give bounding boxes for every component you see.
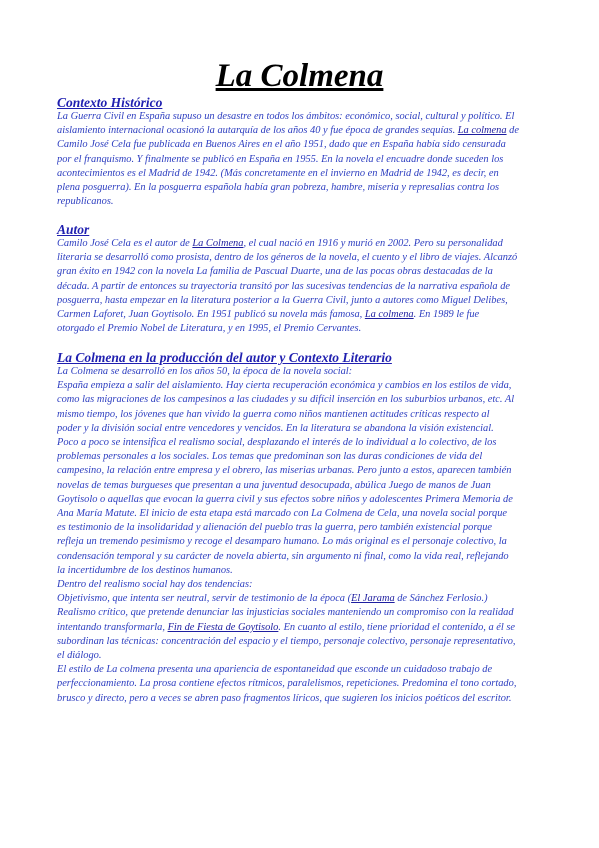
text-run: brusco y directo, pero a veces se abren paso fragmentos líricos, que sugieren los inicios poéticos del escritor. xyxy=(57,692,512,704)
text-line xyxy=(57,280,543,294)
text-line xyxy=(57,663,543,677)
text-line xyxy=(57,635,543,649)
section-heading: Autor xyxy=(57,222,90,237)
text-line xyxy=(57,251,543,265)
text-run: problemas personales a los sociales. Los temas que predominan son las duras condiciones de vida del xyxy=(57,451,483,463)
text-line xyxy=(57,493,543,507)
text-run: La Guerra Civil en España supuso un desastre en todos los ámbitos: económico, social, cultural y político. El xyxy=(57,111,515,122)
text-run: Goytisolo o aquellas que evocan la guerra civil y sus efectos sobre niños y adolescentes Primera Memoria de xyxy=(57,493,513,505)
text-line xyxy=(57,692,543,706)
text-line xyxy=(57,294,543,308)
text-line xyxy=(57,138,543,152)
text-line xyxy=(57,677,543,691)
text-run: otorgado el Premio Nobel de Literatura, y en 1995, el Premio Cervantes. xyxy=(57,323,362,335)
text-line xyxy=(57,237,543,251)
text-run: subordinan las técnicas: concentración del espacio y el tiempo, personaje colectivo, personaje representativo, xyxy=(57,635,516,647)
text-line xyxy=(57,550,543,564)
text-line xyxy=(57,564,543,578)
text-line xyxy=(57,393,543,407)
text-run: republicanos. xyxy=(57,196,114,208)
text-line xyxy=(57,322,543,336)
text-run: aislamiento internacional ocasionó la autarquía de los años 40 y fue época de grandes sequías. xyxy=(57,125,458,137)
text-line xyxy=(57,450,543,464)
section-heading: La Colmena en la producción del autor y Contexto Literario xyxy=(57,350,392,365)
text-line xyxy=(57,153,543,167)
text-line xyxy=(57,379,543,393)
text-line xyxy=(57,308,543,322)
text-run: poder y la división social entre vencedores y vencidos. En la literatura se abandona la visión existencial. xyxy=(57,422,494,434)
section-autor xyxy=(57,222,543,336)
text-line xyxy=(57,436,543,450)
text-line xyxy=(57,507,543,521)
section-contexto-literario xyxy=(57,350,543,706)
text-line xyxy=(57,422,543,436)
text-run: como las migraciones de los campesinos a las ciudades y su difícil inserción en los suburbios urbanos, etc. Al xyxy=(57,394,515,406)
section-body xyxy=(57,110,543,209)
section-body xyxy=(57,365,543,706)
text-line xyxy=(57,408,543,422)
text-run: . En 1989 le fue xyxy=(413,309,480,321)
text-line xyxy=(57,265,543,279)
text-line xyxy=(57,592,543,606)
inline-link[interactable]: La colmena xyxy=(364,309,414,321)
text-line xyxy=(57,124,543,138)
text-line xyxy=(57,365,543,379)
section-contexto-historico xyxy=(57,95,543,209)
text-run: posguerra, hasta empezar en la literatura posterior a la Guerra Civil, junto a autores como Miguel Delibes, xyxy=(57,294,508,306)
page-title: La Colmena xyxy=(215,58,384,94)
text-run: la incertidumbre de los destinos humanos. xyxy=(57,564,233,576)
text-run: Ana María Matute. El inicio de esta etapa está marcado con La Colmena de Cela, una novela social porque xyxy=(57,508,507,520)
text-line xyxy=(57,578,543,592)
text-line xyxy=(57,606,543,620)
text-run: es testimonio de la insolidaridad y alienación del pueblo tras la guerra, pero también existencial porque xyxy=(57,522,493,534)
inline-link[interactable]: La Colmena xyxy=(192,238,244,249)
text-run: intentando transformarla, xyxy=(57,621,168,633)
text-line xyxy=(57,535,543,549)
text-run: Dentro del realismo social hay dos tendencias: xyxy=(57,579,253,591)
text-run: por el franquismo. Y finalmente se publicó en España en 1955. En la novela el encuadre donde suceden los xyxy=(57,153,504,165)
text-run: . En cuanto al estilo, tiene prioridad el contenido, a él se xyxy=(278,621,516,633)
text-run: Objetivismo, que intenta ser neutral, servir de testimonio de la época ( xyxy=(57,593,352,605)
text-line xyxy=(57,110,543,124)
text-run: el diálogo. xyxy=(57,650,102,662)
text-run: gran éxito en 1942 con la novela La familia de Pascual Duarte, una de las pocas obras destacadas de la xyxy=(57,266,493,278)
section-heading: Contexto Histórico xyxy=(57,95,163,110)
text-run: El estilo de La colmena presenta una apariencia de espontaneidad que esconde un cuidadoso trabajo de xyxy=(57,664,493,676)
text-run: Carmen Laforet, Juan Goytisolo. En 1951 publicó su novela más famosa, xyxy=(57,309,365,321)
text-run: campesino, la relación entre empresa y el obrero, las miserias urbanas. Pero junto a estos, aparecen también xyxy=(57,465,512,477)
text-line xyxy=(57,649,543,663)
text-line xyxy=(57,479,543,493)
inline-link[interactable]: Fin de Fiesta de Goytisolo xyxy=(167,621,279,633)
text-run: condensación temporal y su carácter de novela abierta, sin argumento ni final, como la vida real, reflejando xyxy=(57,550,509,562)
text-run: de Sánchez Ferlosio.) xyxy=(394,593,488,605)
text-line xyxy=(57,181,543,195)
text-run: Poco a poco se intensifica el realismo social, desplazando el interés de lo individual a lo colectivo, de los xyxy=(57,437,497,449)
text-run: literaria se desarrolló como prosista, dentro de los géneros de la novela, el cuento y el libro de viajes. Alcanzó xyxy=(57,252,518,264)
text-line xyxy=(57,464,543,478)
inline-link[interactable]: La colmena xyxy=(457,125,507,137)
text-run: La Colmena se desarrolló en los años 50, la época de la novela social: xyxy=(57,366,353,377)
inline-link[interactable]: El Jarama xyxy=(351,593,395,605)
text-run: España empieza a salir del aislamiento. Hay cierta recuperación económica y cambios en los estilos de vida, xyxy=(57,380,512,392)
text-run: Camilo José Cela es el autor de xyxy=(57,238,193,249)
text-run: década. A partir de entonces su trayectoria transitó por las sucesivas tendencias de la narrativa española de xyxy=(57,280,510,292)
text-run: Realismo crítico, que pretende denunciar las injusticias sociales manteniendo un compromiso con la realidad xyxy=(57,607,514,619)
text-run: novelas de temas burgueses que presentan a una juventud desocupada, abúlica Juego de manos de Juan xyxy=(57,479,491,491)
text-line xyxy=(57,195,543,209)
text-run: , el cual nació en 1916 y murió en 2002. Pero su personalidad xyxy=(243,238,503,249)
text-run: mismo tiempo, los jóvenes que han vivido la guerra como niños mantienen actitudes críticas respecto al xyxy=(57,408,490,420)
text-run: de xyxy=(506,125,519,137)
text-line xyxy=(57,167,543,181)
text-line xyxy=(57,521,543,535)
text-run: perfeccionamiento. La prosa contiene efectos rítmicos, paralelismos, repeticiones. Predomina el tono cortado, xyxy=(57,678,517,690)
text-line xyxy=(57,621,543,635)
text-run: plena posguerra). En la posguerra española había gran pobreza, hambre, miseria y represalias contra los xyxy=(57,182,500,194)
text-run: Camilo José Cela fue publicada en Buenos Aires en el año 1951, dado que en España había sido censurada xyxy=(57,139,506,151)
text-run: acontecimientos es el Madrid de 1942. (Más concretamente en el invierno en Madrid de 1942, es decir, en xyxy=(57,167,499,179)
text-run: refleja un tremendo pesimismo y recoge el desamparo humano. Lo más original es el personaje colectivo, la xyxy=(57,536,507,548)
section-body xyxy=(57,237,543,336)
